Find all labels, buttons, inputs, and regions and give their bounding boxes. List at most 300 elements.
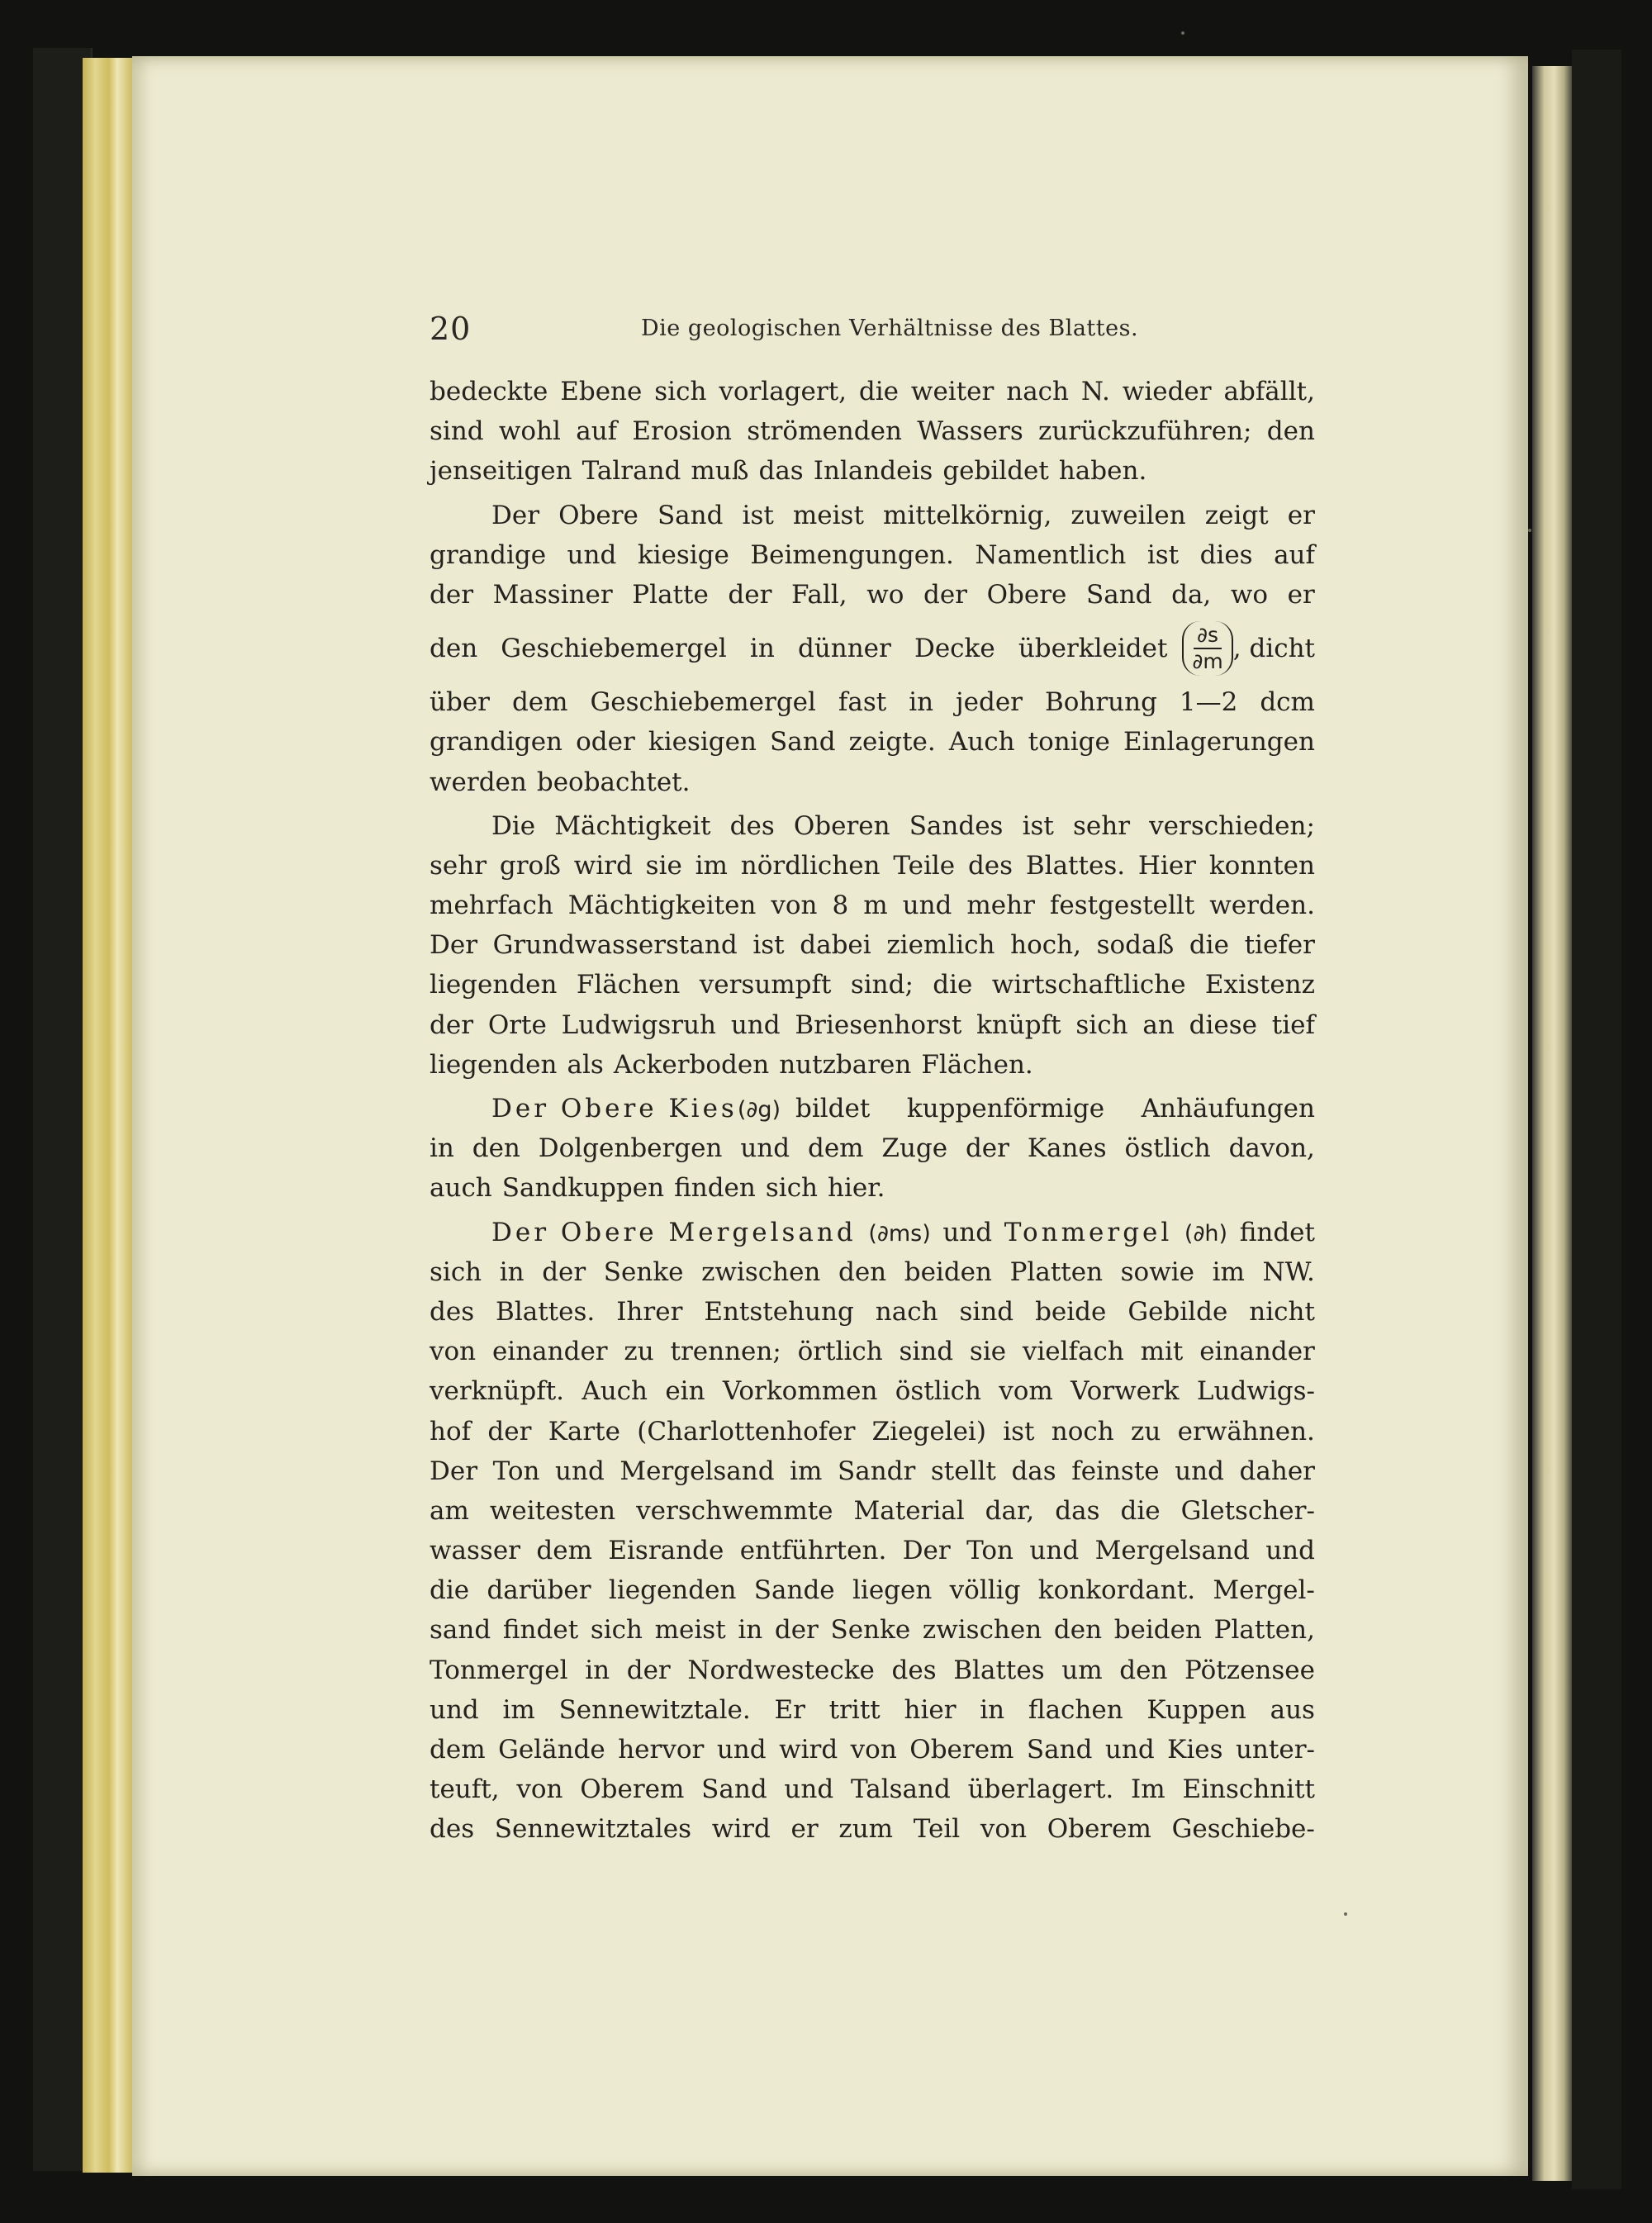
word: Wassers xyxy=(917,416,1023,447)
text-line xyxy=(430,722,1315,762)
word: teuft, xyxy=(430,1774,500,1805)
word: Grundwasserstand xyxy=(492,930,738,961)
word: mehrfach xyxy=(430,891,553,921)
word: festgestellt xyxy=(1049,891,1195,921)
word: Oberen xyxy=(793,810,890,841)
word: Sande xyxy=(753,1575,835,1606)
word: Sand xyxy=(1085,579,1152,610)
word: von xyxy=(771,891,818,921)
word: Namentlich xyxy=(975,539,1127,570)
word: muß xyxy=(691,456,749,487)
text-line xyxy=(430,575,1315,615)
text-line xyxy=(430,925,1315,965)
formula-line-right: , dicht xyxy=(1232,634,1315,664)
word: Geschiebe- xyxy=(1171,1814,1315,1845)
word: den xyxy=(472,1133,520,1164)
word: von xyxy=(430,1337,477,1367)
text-line xyxy=(430,965,1315,1005)
text-line xyxy=(430,1168,1315,1208)
word: abfällt, xyxy=(1223,377,1315,406)
word: trennen; xyxy=(670,1337,781,1367)
word: tief xyxy=(1271,1009,1315,1040)
word: Sand xyxy=(701,1774,767,1805)
word: Sandes xyxy=(909,810,1004,841)
word: Talsand xyxy=(850,1774,951,1805)
word: jenseitigen xyxy=(430,456,572,487)
word: im xyxy=(502,1694,535,1725)
word: Karte xyxy=(548,1416,620,1446)
text-line xyxy=(430,1809,1315,1849)
text-line xyxy=(430,1332,1315,1371)
word: strömenden xyxy=(747,416,902,447)
word: über xyxy=(430,687,490,718)
word: Orte xyxy=(487,1009,547,1040)
word: werden. xyxy=(1209,891,1315,921)
word: die xyxy=(430,1575,470,1606)
word: verschwemmte xyxy=(636,1495,833,1526)
word: liegen xyxy=(852,1575,933,1606)
word: den xyxy=(1119,1655,1168,1685)
word: zu xyxy=(624,1337,654,1367)
word: verschieden; xyxy=(1149,810,1315,841)
word: der xyxy=(626,1655,671,1685)
formula-line-left xyxy=(430,629,1167,668)
text-line xyxy=(430,1730,1315,1769)
word: Entstehung xyxy=(704,1296,854,1327)
word: Blattes xyxy=(953,1655,1045,1685)
word: zwischen xyxy=(701,1256,821,1287)
word: örtlich xyxy=(797,1337,883,1367)
word: der xyxy=(923,579,967,610)
text-line xyxy=(430,411,1315,451)
word: Gletscher- xyxy=(1180,1495,1315,1526)
text-line xyxy=(430,1451,1315,1491)
word: beide xyxy=(1035,1296,1107,1327)
word: Sand xyxy=(1026,1735,1093,1765)
word: Platten, xyxy=(1213,1615,1315,1646)
word: in xyxy=(909,687,934,718)
word: erwähnen. xyxy=(1177,1416,1315,1446)
word: sich xyxy=(430,1256,482,1287)
word: davon, xyxy=(1228,1133,1315,1164)
word: feinste xyxy=(1071,1456,1160,1486)
word: m xyxy=(863,891,888,921)
word: hervor xyxy=(618,1735,705,1765)
page-number: 20 xyxy=(430,311,472,347)
text-line-with-formula xyxy=(430,615,1315,682)
word: dabei xyxy=(800,930,871,961)
word: hoch, xyxy=(1010,930,1081,961)
word: Sennewitztale. xyxy=(558,1694,751,1725)
word: von xyxy=(850,1735,897,1765)
word: vielfach xyxy=(1022,1337,1124,1367)
word: dies xyxy=(1199,539,1253,570)
word: hier. xyxy=(828,1173,885,1204)
text-line xyxy=(430,1252,1315,1292)
word: liegenden xyxy=(608,1575,737,1606)
word: sich xyxy=(590,1615,643,1646)
word: unter- xyxy=(1235,1735,1315,1765)
word: tiefer xyxy=(1244,930,1315,961)
word: Eisrande xyxy=(608,1536,724,1566)
word: Vorkommen xyxy=(722,1376,878,1407)
word: Beimengungen. xyxy=(750,539,954,570)
word: sind xyxy=(430,416,484,447)
word: Mergel- xyxy=(1213,1575,1315,1606)
spaced-term: Der Obere Mergelsand xyxy=(491,1217,857,1247)
word: einander xyxy=(491,1337,608,1367)
word: stellt xyxy=(930,1456,996,1486)
word: der xyxy=(965,1133,1009,1164)
word: Ihrer xyxy=(616,1296,683,1327)
word: dem xyxy=(511,687,568,718)
word: nach xyxy=(1006,377,1070,406)
word: daher xyxy=(1239,1456,1315,1486)
word: weitesten xyxy=(489,1495,616,1526)
word: groß xyxy=(499,850,561,881)
word: 8 xyxy=(832,891,849,921)
word: Die xyxy=(491,810,536,841)
word: zwischen xyxy=(922,1615,1042,1646)
word: Mergelsand xyxy=(620,1456,775,1486)
word: sand xyxy=(430,1615,491,1646)
body-text xyxy=(430,372,1315,1850)
text-line xyxy=(430,372,1315,411)
word: Platten xyxy=(1009,1256,1104,1287)
page-header xyxy=(430,311,1338,352)
word: Kuppen xyxy=(1146,1694,1246,1725)
word: entführten. xyxy=(739,1536,887,1566)
word: den xyxy=(430,634,478,664)
word: Talrand xyxy=(582,456,681,487)
word: das xyxy=(1055,1495,1100,1526)
word: in xyxy=(749,634,775,664)
fraction-formula xyxy=(1182,621,1232,676)
word: ziemlich xyxy=(886,930,995,961)
text-line xyxy=(430,886,1315,925)
word: Flächen. xyxy=(921,1049,1033,1080)
word: Mächtigkeiten xyxy=(567,891,757,921)
dust-speck xyxy=(1181,31,1184,35)
word: ist xyxy=(752,930,785,961)
word: und xyxy=(1265,1536,1315,1566)
word: sind; xyxy=(850,970,914,1000)
fraction-numerator: ∂s xyxy=(1194,623,1222,649)
word: nicht xyxy=(1249,1296,1315,1327)
word: haben. xyxy=(1058,456,1147,487)
word: und xyxy=(740,1133,790,1164)
word: Auch xyxy=(582,1376,648,1407)
word: Mergelsand xyxy=(1094,1536,1250,1566)
word: nach xyxy=(875,1296,938,1327)
word: Oberem xyxy=(1047,1814,1151,1845)
word: von xyxy=(516,1774,563,1805)
word: er xyxy=(1287,579,1315,610)
word: und xyxy=(784,1774,834,1805)
word: Ziegelei) xyxy=(871,1416,986,1446)
word: und xyxy=(555,1456,605,1486)
word: Er xyxy=(774,1694,805,1725)
spaced-term: Der Obere Kies xyxy=(491,1094,738,1123)
word: Ludwigs- xyxy=(1196,1376,1315,1407)
word: beobachtet. xyxy=(536,767,691,797)
word: nördlichen xyxy=(740,850,881,881)
word: finden xyxy=(674,1173,756,1204)
word: Auch xyxy=(948,727,1015,758)
word: der xyxy=(774,1615,819,1646)
word: dem xyxy=(430,1735,486,1765)
word: Sand xyxy=(770,727,836,758)
word: die xyxy=(858,377,900,406)
word: mehr xyxy=(966,891,1035,921)
word: meist xyxy=(654,1615,726,1646)
word: Erosion xyxy=(632,416,732,447)
word: im xyxy=(1212,1256,1245,1287)
word: völlig xyxy=(949,1575,1021,1606)
word: findet xyxy=(502,1615,579,1646)
word: zeigt xyxy=(1204,500,1269,530)
word: Zuge xyxy=(881,1133,948,1164)
word: sich xyxy=(765,1173,819,1204)
word: jeder xyxy=(956,687,1023,718)
word: Senke xyxy=(603,1256,684,1287)
word: wohl xyxy=(498,416,561,447)
word: der xyxy=(728,579,772,610)
word: N. xyxy=(1080,377,1110,406)
word: sich xyxy=(1075,1009,1128,1040)
word: nutzbaren xyxy=(779,1049,912,1080)
word: sowie xyxy=(1120,1256,1194,1287)
word: und xyxy=(730,1009,781,1040)
word: Geschiebemergel xyxy=(590,687,816,718)
word: Der xyxy=(430,930,478,961)
word: Tonmergel xyxy=(430,1655,568,1685)
word: auf xyxy=(576,416,618,447)
map-symbol: (∂g) xyxy=(737,1097,781,1123)
word: und xyxy=(902,891,952,921)
word: die xyxy=(1189,930,1229,961)
word: überkleidet xyxy=(1018,634,1168,664)
word: der xyxy=(487,1416,532,1446)
word: dar, xyxy=(985,1495,1035,1526)
word: Oberem xyxy=(909,1735,1014,1765)
word: ein xyxy=(665,1376,705,1407)
word: Gelände xyxy=(498,1735,605,1765)
word: findet xyxy=(1239,1217,1315,1247)
word: sind xyxy=(959,1296,1014,1327)
word: und xyxy=(567,539,617,570)
word: Flächen xyxy=(576,970,681,1000)
word: an xyxy=(1142,1009,1175,1040)
word: das xyxy=(1011,1456,1056,1486)
word: knüpft xyxy=(976,1009,1061,1040)
word: Platte xyxy=(632,579,709,610)
word: und xyxy=(1175,1456,1224,1486)
right-page-stack xyxy=(1532,66,1572,2181)
word: am xyxy=(430,1495,469,1526)
word: sodaß xyxy=(1096,930,1175,961)
word: vom xyxy=(999,1376,1053,1407)
word: und xyxy=(430,1694,479,1725)
text-line xyxy=(430,1089,1315,1128)
text-line xyxy=(430,1412,1315,1451)
word: dem xyxy=(807,1133,864,1164)
word: sehr xyxy=(430,850,487,881)
word: den xyxy=(1266,416,1315,447)
dust-speck xyxy=(1528,529,1531,532)
word: da, xyxy=(1171,579,1212,610)
fraction-denominator: ∂m xyxy=(1192,649,1223,674)
word: kiesigen xyxy=(648,727,757,758)
word: und xyxy=(1029,1536,1080,1566)
text-line xyxy=(430,806,1315,846)
word: im xyxy=(790,1456,823,1486)
word: um xyxy=(1061,1655,1103,1685)
word: Bohrung xyxy=(1044,687,1157,718)
word: des xyxy=(729,810,775,841)
word: Mächtigkeit xyxy=(554,810,711,841)
word: des xyxy=(891,1655,937,1685)
word: in xyxy=(980,1694,1005,1725)
text-line xyxy=(430,1570,1315,1610)
word: Obere xyxy=(986,579,1067,610)
word: sie xyxy=(969,1337,1007,1367)
word: einander xyxy=(1199,1337,1315,1367)
word: fast xyxy=(838,687,887,718)
word: Der xyxy=(902,1536,951,1566)
word: ist xyxy=(1003,1416,1035,1446)
word: Pötzensee xyxy=(1184,1655,1315,1685)
word: Gebilde xyxy=(1127,1296,1228,1327)
text-line xyxy=(430,1531,1315,1570)
word: im xyxy=(695,850,728,881)
word: Blattes. xyxy=(496,1296,596,1327)
word: grandigen xyxy=(430,727,563,758)
word: des xyxy=(430,1296,475,1327)
word: Ebene xyxy=(560,377,643,406)
word: zuweilen xyxy=(1070,500,1186,530)
word: Senke xyxy=(830,1615,911,1646)
word: sind xyxy=(899,1337,954,1367)
word: Im xyxy=(1131,1774,1165,1805)
line-rest xyxy=(795,1089,1315,1128)
word: bildet xyxy=(795,1094,871,1123)
word: kiesige xyxy=(637,539,729,570)
word: wo xyxy=(1230,579,1269,610)
word: Oberem xyxy=(580,1774,685,1805)
word: NW. xyxy=(1262,1256,1315,1287)
word: hier xyxy=(904,1694,957,1725)
word: Teil xyxy=(913,1814,961,1845)
word: der xyxy=(430,579,474,610)
word: die xyxy=(933,970,973,1000)
word: mit xyxy=(1140,1337,1184,1367)
word: in xyxy=(430,1133,454,1164)
word: Fall, xyxy=(791,579,847,610)
word: Material xyxy=(853,1495,965,1526)
text-line xyxy=(430,1690,1315,1730)
word: Einlagerungen xyxy=(1123,727,1315,758)
word: östlich xyxy=(895,1376,981,1407)
text-line xyxy=(430,762,1315,802)
word: Ton xyxy=(492,1456,540,1486)
word: tritt xyxy=(828,1694,881,1725)
word: und xyxy=(716,1735,767,1765)
text-line xyxy=(430,1292,1315,1332)
text-line xyxy=(430,682,1315,722)
word: Vorwerk xyxy=(1070,1376,1180,1407)
word: in xyxy=(738,1615,763,1646)
word: zurückzuführen; xyxy=(1037,416,1252,447)
word: überlagert. xyxy=(967,1774,1114,1805)
word: (Charlottenhofer xyxy=(637,1416,856,1446)
word: darüber xyxy=(487,1575,591,1606)
word: Kanes xyxy=(1027,1133,1107,1164)
word: der xyxy=(430,1009,474,1040)
word: wieder xyxy=(1122,377,1212,406)
word: wird xyxy=(573,850,633,881)
text-line xyxy=(430,1128,1315,1168)
word: Ludwigsruh xyxy=(561,1009,717,1040)
word: Sandr xyxy=(837,1456,916,1486)
word: zu xyxy=(1131,1416,1161,1446)
word: wasser xyxy=(430,1536,520,1566)
word: ist xyxy=(742,500,774,530)
word: weiter xyxy=(910,377,995,406)
word: kuppenförmige xyxy=(906,1094,1105,1123)
text-line xyxy=(430,1045,1315,1085)
word: aus xyxy=(1270,1694,1315,1725)
word: Nordwestecke xyxy=(687,1655,875,1685)
word: er xyxy=(1287,500,1315,530)
word: Briesenhorst xyxy=(795,1009,962,1040)
dust-speck xyxy=(1344,1912,1347,1916)
text-line xyxy=(430,1769,1315,1809)
word: beiden xyxy=(1113,1615,1202,1646)
word: Ackerboden xyxy=(613,1049,770,1080)
word: Massiner xyxy=(492,579,613,610)
word: Obere xyxy=(558,500,638,530)
text-line xyxy=(430,1610,1315,1650)
text-line xyxy=(430,1213,1315,1252)
word: in xyxy=(585,1655,610,1685)
word: konnten xyxy=(1208,850,1315,881)
word: Blattes. xyxy=(1025,850,1126,881)
word: mittelkörnig, xyxy=(882,500,1052,530)
text-line xyxy=(430,1371,1315,1411)
word: in xyxy=(499,1256,525,1287)
word: des xyxy=(967,850,1014,881)
word: Existenz xyxy=(1204,970,1315,1000)
word: die xyxy=(1120,1495,1161,1526)
word: Ton xyxy=(966,1536,1014,1566)
word: und xyxy=(1104,1735,1155,1765)
word: Kies xyxy=(1167,1735,1223,1765)
word: der xyxy=(542,1256,586,1287)
word: Sennewitztales xyxy=(494,1814,692,1845)
word: wirtschaftliche xyxy=(991,970,1186,1000)
word: wo xyxy=(866,579,904,610)
word: meist xyxy=(792,500,864,530)
word: sich xyxy=(654,377,707,406)
text-line xyxy=(430,535,1315,575)
word: des xyxy=(430,1814,475,1845)
word: oder xyxy=(576,727,635,758)
word: sehr xyxy=(1072,810,1131,841)
word: ist xyxy=(1022,810,1054,841)
word: er xyxy=(790,1814,819,1845)
word: Sandkuppen xyxy=(501,1173,665,1204)
